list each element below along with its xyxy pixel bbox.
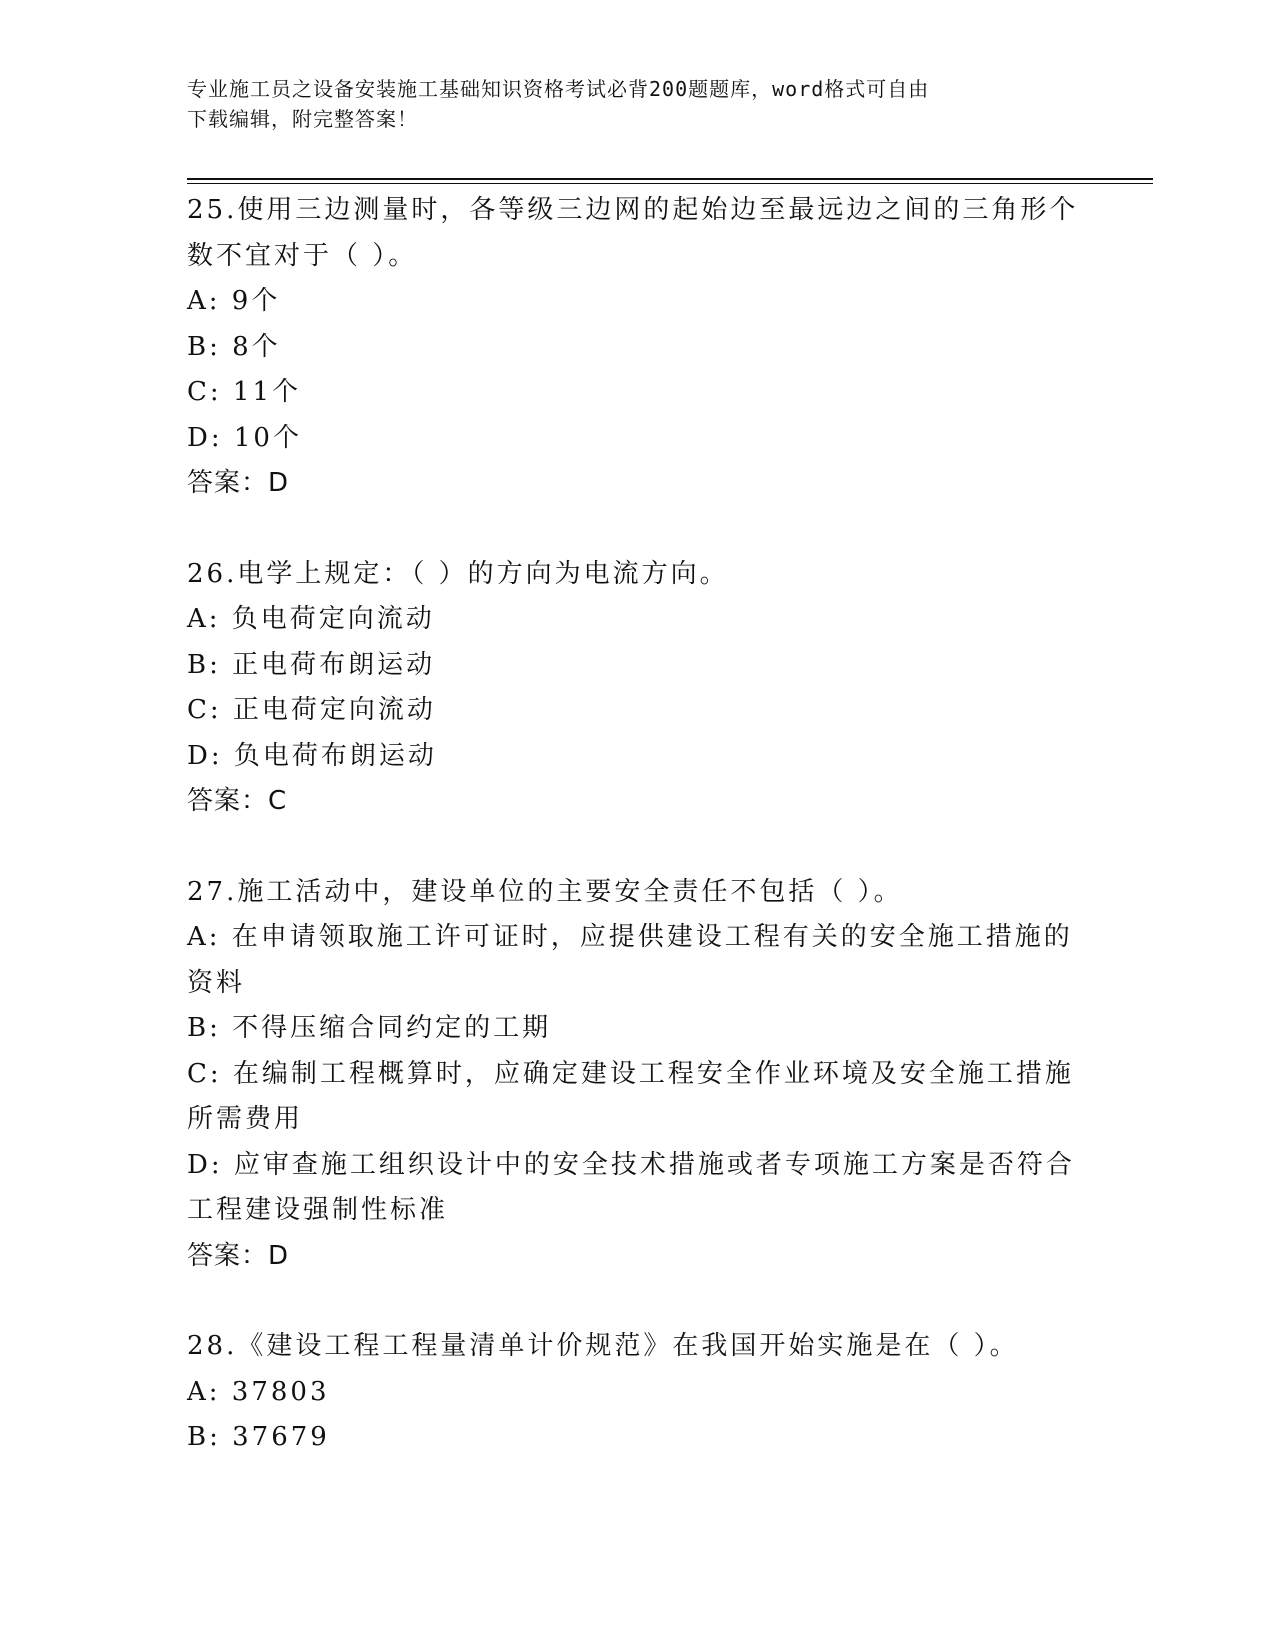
answer-option: 资料 [187,967,246,998]
header-divider [187,183,1153,184]
header-divider [187,178,1153,180]
question-spacer [187,1279,1087,1324]
answer-option: B: 正电荷布朗运动 [187,649,436,680]
answer-key: 答案：D [187,468,290,498]
answer-option: A: 37803 [187,1376,330,1407]
answer-option: A: 在申请领取施工许可证时，应提供建设工程有关的安全施工措施的 [187,922,1073,952]
question-stem: 数不宜对于（ ）。 [187,240,418,271]
answer-option: C: 正电荷定向流动 [187,695,436,725]
answer-option: D: 应审查施工组织设计中的安全技术措施或者专项施工方案是否符合 [187,1149,1075,1180]
answer-option: A: 9个 [187,286,281,316]
answer-option: C: 11个 [187,377,302,407]
answer-key: 答案：D [187,1240,290,1271]
answer-option: D: 负电荷布朗运动 [187,740,437,771]
question-stem: 27.施工活动中，建设单位的主要安全责任不包括（ ）。 [187,876,903,907]
question-list [187,188,1087,1461]
answer-option: C: 在编制工程概算时，应确定建设工程安全作业环境及安全施工措施 [187,1058,1074,1089]
question-spacer [187,825,1087,870]
answer-option: B: 37679 [187,1422,330,1452]
answer-option: B: 不得压缩合同约定的工期 [187,1013,552,1043]
question-stem: 26.电学上规定：（ ）的方向为电流方向。 [187,558,729,589]
answer-option: 所需费用 [187,1104,304,1134]
answer-option: D: 10个 [187,422,302,453]
question-block [187,870,1087,1280]
header-line: 专业施工员之设备安装施工基础知识资格考试必背200题题库，word格式可自由 [187,77,930,101]
question-stem: 25.使用三边测量时，各等级三边网的起始边至最远边之间的三角形个 [187,195,1079,225]
question-block [187,552,1087,825]
answer-option: A: 负电荷定向流动 [187,604,435,634]
question-spacer [187,507,1087,552]
question-block [187,188,1087,507]
answer-key: 答案：C [187,786,288,816]
document-header [187,74,1067,134]
question-block [187,1324,1087,1461]
answer-option: B: 8个 [187,331,281,362]
answer-option: 工程建设强制性标准 [187,1195,449,1225]
header-line: 下载编辑，附完整答案！ [187,107,418,131]
question-stem: 28.《建设工程工程量清单计价规范》在我国开始实施是在（ ）。 [187,1331,1019,1361]
